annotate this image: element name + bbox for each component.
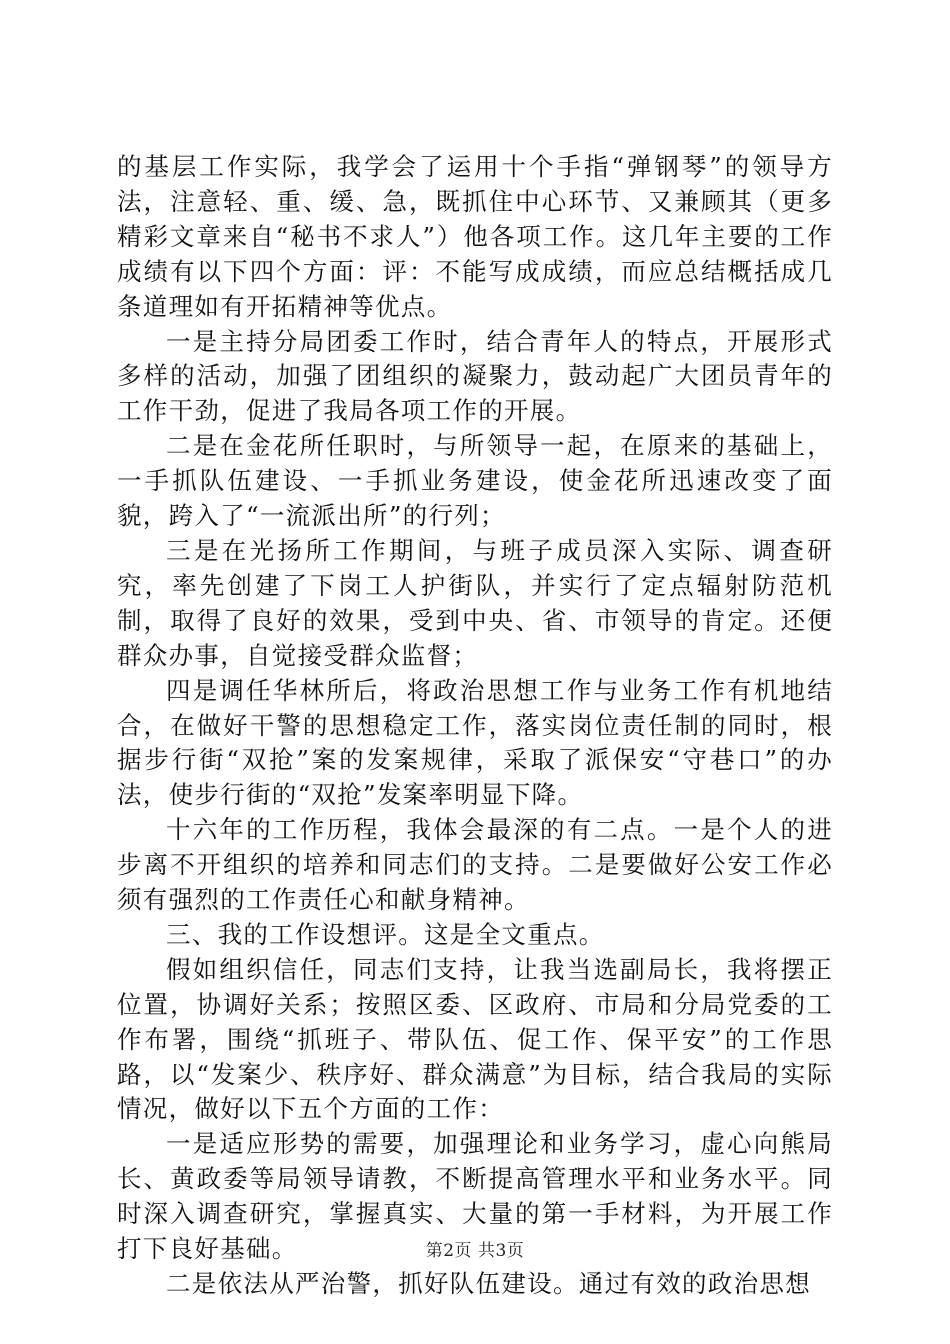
paragraph-5: 四是调任华林所后，将政治思想工作与业务工作有机地结合，在做好干警的思想稳定工作，落实岗位责任制的同时，根据步行街“双抢”案的发案规律，采取了派保安“守巷口”的办法，使步行街的“双抢”发案率明显下降。: [117, 675, 833, 810]
paragraph-3: 二是在金花所任职时，与所领导一起，在原来的基础上，一手抓队伍建设、一手抓业务建设，使金花所迅速改变了面貌，跨入了“一流派出所”的行列；: [117, 431, 833, 531]
paragraph-2: 一是主持分局团委工作时，结合青年人的特点，开展形式多样的活动，加强了团组织的凝聚力，鼓动起广大团员青年的工作干劲，促进了我局各项工作的开展。: [117, 326, 833, 426]
paragraph-10: 二是依法从严治警，抓好队伍建设。通过有效的政治思想: [166, 1269, 811, 1298]
document-body: [117, 150, 833, 1302]
paragraph-9: 一是适应形势的需要，加强理论和业务学习，虚心向熊局长、黄政委等局领导请教，不断提高管理水平和业务水平。同时深入调查研究，掌握真实、大量的第一手材料，为开展工作打下良好基础。: [117, 1129, 833, 1264]
paragraph-1: 的基层工作实际，我学会了运用十个手指“弹钢琴”的领导方法，注意轻、重、缓、急，既抓住中心环节、又兼顾其（更多精彩文章来自“秘书不求人”）他各项工作。这几年主要的工作成绩有以下四个方面：评：不能写成成绩，而应总结概括成几条道理如有开拓精神等优点。: [117, 152, 833, 321]
paragraph-6: 十六年的工作历程，我体会最深的有二点。一是个人的进步离不开组织的培养和同志们的支持。二是要做好公安工作必须有强烈的工作责任心和献身精神。: [117, 815, 833, 915]
paragraph-4: 三是在光扬所工作期间，与班子成员深入实际、调查研究，率先创建了下岗工人护街队，并实行了定点辐射防范机制，取得了良好的效果，受到中央、省、市领导的肯定。还便群众办事，自觉接受群众监督；: [117, 535, 833, 670]
section-heading: 三、我的工作设想评。这是全文重点。: [166, 919, 605, 949]
page-number-footer: 第2页 共3页: [425, 1241, 525, 1261]
paragraph-8: 假如组织信任，同志们支持，让我当选副局长，我将摆正位置，协调好关系；按照区委、区政府、市局和分局党委的工作布署，围绕“抓班子、带队伍、促工作、保平安”的工作思路，以“发案少、秩序好、群众满意”为目标，结合我局的实际情况，做好以下五个方面的工作：: [117, 954, 833, 1124]
